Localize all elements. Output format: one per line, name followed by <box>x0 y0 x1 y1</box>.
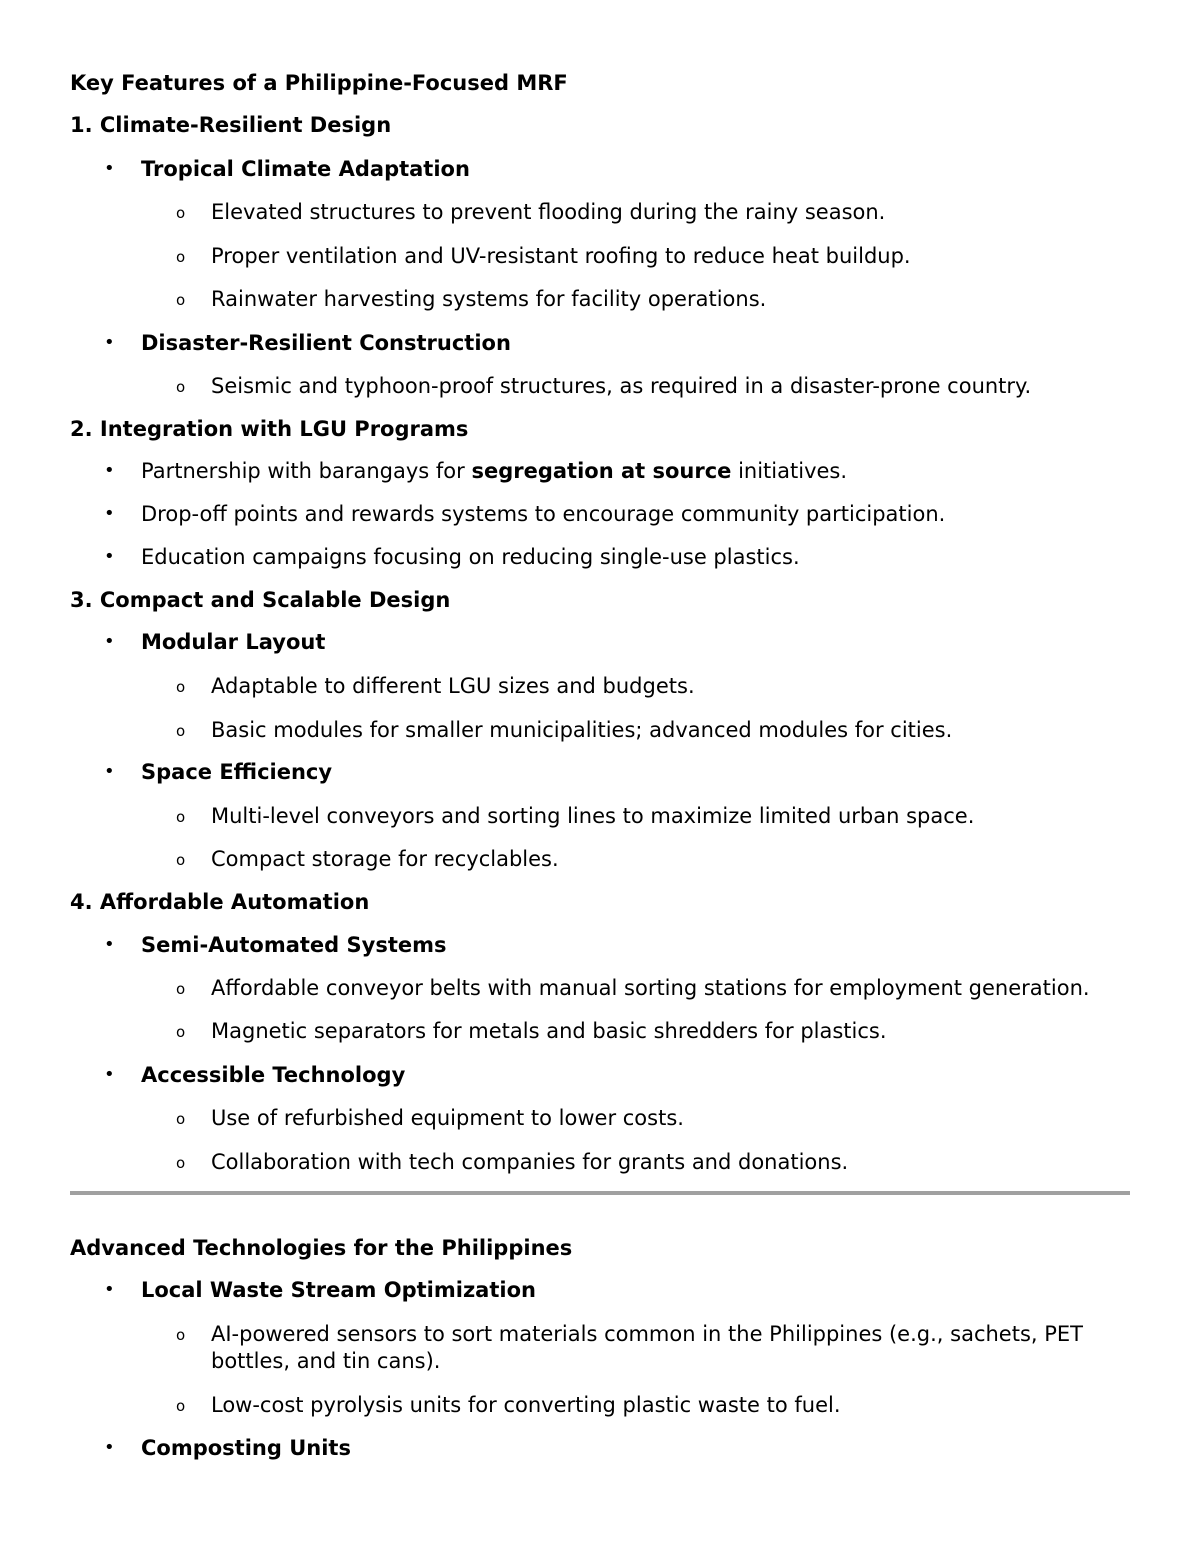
list-item: Compact storage for recyclables. <box>211 847 559 871</box>
sub-bullet-marker: o <box>176 980 186 998</box>
list-item: Basic modules for smaller municipalities; advanced modules for cities. <box>211 718 953 742</box>
sub-bullet-marker: o <box>176 1023 186 1041</box>
sub-bullet-marker: o <box>176 1110 186 1128</box>
bullet-marker: • <box>104 546 115 567</box>
bullet-marker: • <box>104 332 115 353</box>
list-item-text: initiatives. <box>731 459 848 483</box>
sub-bullet-marker: o <box>176 808 186 826</box>
list-item-text: Partnership with barangays for <box>141 459 472 483</box>
bullet-marker: • <box>104 631 115 652</box>
list-item: Adaptable to different LGU sizes and budgets. <box>211 674 695 698</box>
list-item: Low-cost pyrolysis units for converting plastic waste to fuel. <box>211 1393 841 1417</box>
list-item: Affordable conveyor belts with manual sorting stations for employment generation. <box>211 976 1090 1000</box>
subheading-local-waste-stream: Local Waste Stream Optimization <box>141 1278 536 1302</box>
horizontal-rule <box>70 1191 1130 1195</box>
sub-bullet-marker: o <box>176 678 186 696</box>
bullet-marker: • <box>104 1437 115 1458</box>
sub-bullet-marker: o <box>176 204 186 222</box>
list-item: Proper ventilation and UV-resistant roofing to reduce heat buildup. <box>211 244 911 268</box>
list-item-continuation: bottles, and tin cans). <box>211 1349 441 1373</box>
bullet-marker: • <box>104 460 115 481</box>
document-title: Key Features of a Philippine-Focused MRF <box>70 71 568 95</box>
sub-bullet-marker: o <box>176 1154 186 1172</box>
section-heading-3: 3. Compact and Scalable Design <box>70 588 451 612</box>
list-item: Drop-off points and rewards systems to encourage community participation. <box>141 502 946 526</box>
bullet-marker: • <box>104 158 115 179</box>
section-heading-2: 2. Integration with LGU Programs <box>70 417 469 441</box>
bullet-marker: • <box>104 1064 115 1085</box>
subheading-disaster-resilient: Disaster-Resilient Construction <box>141 331 511 355</box>
sub-bullet-marker: o <box>176 1326 186 1344</box>
list-item: Collaboration with tech companies for grants and donations. <box>211 1150 849 1174</box>
bullet-marker: • <box>104 761 115 782</box>
list-item: AI-powered sensors to sort materials common in the Philippines (e.g., sachets, PET <box>211 1322 1084 1346</box>
sub-bullet-marker: o <box>176 722 186 740</box>
subheading-modular-layout: Modular Layout <box>141 630 326 654</box>
section-heading-advanced-technologies: Advanced Technologies for the Philippines <box>70 1236 573 1260</box>
subheading-composting-units: Composting Units <box>141 1436 351 1460</box>
list-item: Multi-level conveyors and sorting lines to maximize limited urban space. <box>211 804 975 828</box>
bullet-marker: • <box>104 1279 115 1300</box>
subheading-tropical-climate: Tropical Climate Adaptation <box>141 157 470 181</box>
bullet-marker: • <box>104 503 115 524</box>
sub-bullet-marker: o <box>176 378 186 396</box>
subheading-space-efficiency: Space Efficiency <box>141 760 333 784</box>
list-item: Magnetic separators for metals and basic shredders for plastics. <box>211 1019 887 1043</box>
list-item: Seismic and typhoon-proof structures, as required in a disaster-prone country. <box>211 374 1032 398</box>
list-item <box>141 457 847 485</box>
subheading-semi-automated: Semi-Automated Systems <box>141 933 447 957</box>
list-item: Rainwater harvesting systems for facility operations. <box>211 287 767 311</box>
sub-bullet-marker: o <box>176 248 186 266</box>
list-item: Elevated structures to prevent flooding during the rainy season. <box>211 200 886 224</box>
section-heading-4: 4. Affordable Automation <box>70 890 370 914</box>
list-item: Use of refurbished equipment to lower costs. <box>211 1106 684 1130</box>
subheading-accessible-technology: Accessible Technology <box>141 1063 406 1087</box>
section-heading-1: 1. Climate-Resilient Design <box>70 113 392 137</box>
bullet-marker: • <box>104 934 115 955</box>
sub-bullet-marker: o <box>176 1397 186 1415</box>
sub-bullet-marker: o <box>176 851 186 869</box>
emphasis-text: segregation at source <box>471 459 732 483</box>
list-item: Education campaigns focusing on reducing single-use plastics. <box>141 545 800 569</box>
sub-bullet-marker: o <box>176 291 186 309</box>
